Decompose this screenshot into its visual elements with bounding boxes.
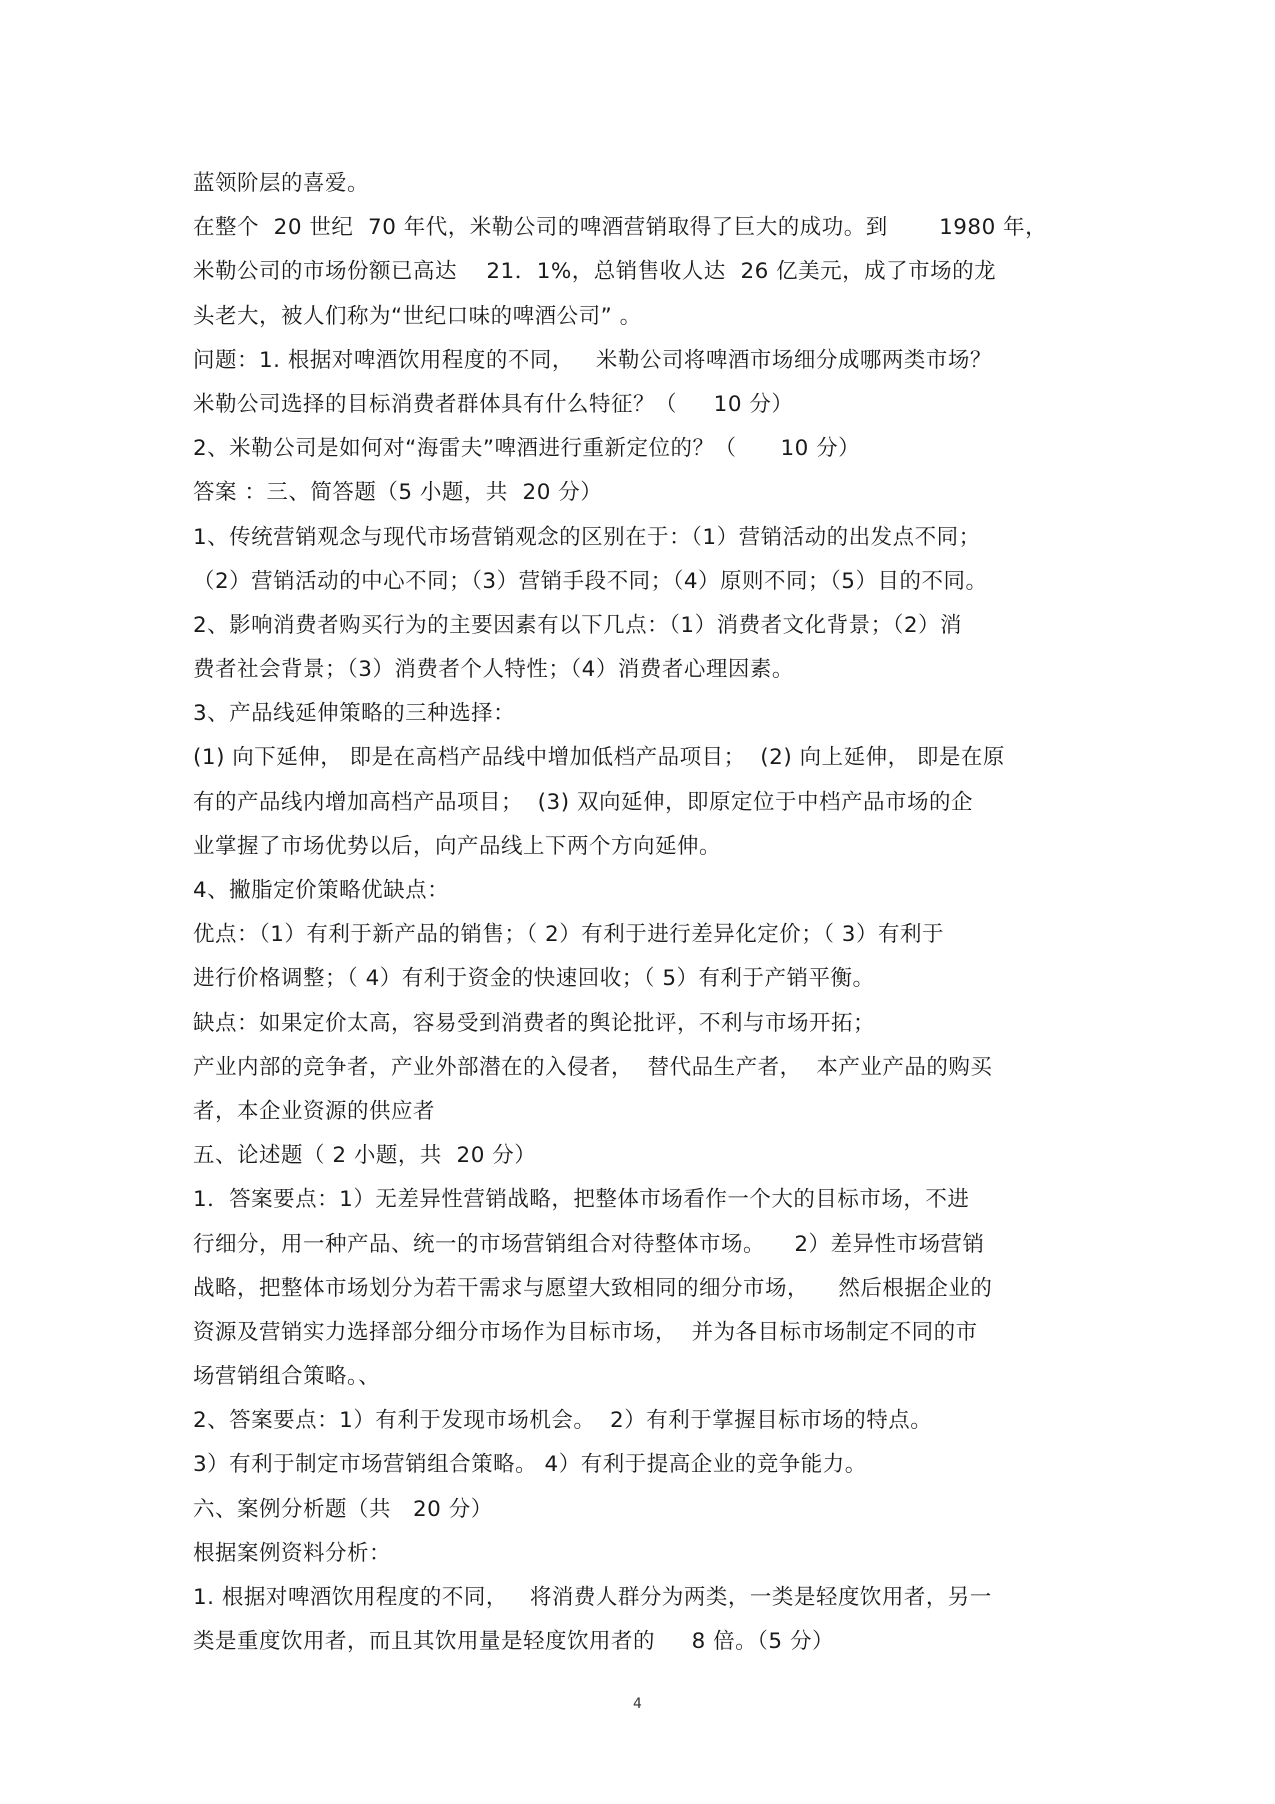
answer-line: 场营销组合策略。、 [193, 1364, 381, 1390]
answer-line: 2、答案要点：1）有利于发现市场机会。 2）有利于掌握目标市场的特点。 [193, 1408, 933, 1434]
answer-line: 1、传统营销观念与现代市场营销观念的区别在于：（1）营销活动的出发点不同； [193, 524, 981, 550]
answer-line: 缺点：如果定价太高，容易受到消费者的舆论批评，不利与市场开拓； [193, 1010, 876, 1036]
question-line: 米勒公司选择的目标消费者群体具有什么特征？（ 10 分） [193, 391, 794, 417]
answer-line: 资源及营销实力选择部分细分市场作为目标市场， 并为各目标市场制定不同的市 [193, 1319, 978, 1345]
answer-line: 进行价格调整；（ 4）有利于资金的快速回收；（ 5）有利于产销平衡。 [193, 966, 875, 992]
answer-line: 行细分，用一种产品、统一的市场营销组合对待整体市场。 2）差异性市场营销 [193, 1231, 985, 1257]
question-line: 问题：1. 根据对啤酒饮用程度的不同， 米勒公司将啤酒市场细分成哪两类市场？ [193, 347, 992, 373]
answer-line: 1. 根据对啤酒饮用程度的不同， 将消费人群分为两类，一类是轻度饮用者，另一 [193, 1585, 992, 1610]
answer-line: 战略，把整体市场划分为若干需求与愿望大致相同的细分市场， 然后根据企业的 [193, 1275, 993, 1301]
answer-line: 有的产品线内增加高档产品项目； (3) 双向延伸，即原定位于中档产品市场的企 [193, 789, 973, 815]
answer-line: 1．答案要点：1）无差异性营销战略，把整体市场看作一个大的目标市场，不进 [193, 1187, 970, 1213]
text-line: 在整个 20 世纪 70 年代，米勒公司的啤酒营销取得了巨大的成功。到 1980 年， [193, 215, 1048, 241]
text-line: 蓝领阶层的喜爱。 [193, 171, 370, 196]
answer-line: (1) 向下延伸， 即是在高档产品线中增加低档产品项目； (2) 向上延伸， 即是在原 [193, 745, 1005, 771]
answer-line: 3、产品线延伸策略的三种选择： [193, 701, 516, 727]
answer-line: （2）营销活动的中心不同；（3）营销手段不同；（4）原则不同；（5）目的不同。 [193, 568, 988, 594]
answer-line: 产业内部的竞争者，产业外部潜在的入侵者， 替代品生产者， 本产业产品的购买 [193, 1054, 993, 1080]
question-line: 2、米勒公司是如何对“海雷夫”啤酒进行重新定位的？（ 10 分） [193, 436, 861, 462]
answer-line: 根据案例资料分析： [193, 1540, 392, 1566]
section-heading: 五、论述题（ 2 小题，共 20 分） [193, 1143, 537, 1169]
answer-line: 类是重度饮用者，而且其饮用量是轻度饮用者的 8 倍。（5 分） [193, 1629, 834, 1655]
answer-line: 费者社会背景；（3）消费者个人特性；（4）消费者心理因素。 [193, 657, 794, 683]
answer-line: 2、影响消费者购买行为的主要因素有以下几点：（1）消费者文化背景；（2）消 [193, 612, 963, 638]
section-heading: 六、案例分析题（共 20 分） [193, 1496, 493, 1522]
answer-line: 业掌握了市场优势以后，向产品线上下两个方向延伸。 [193, 833, 722, 859]
document-body [193, 162, 1093, 1664]
page-number: 4 [633, 1696, 642, 1712]
answer-line: 3）有利于制定市场营销组合策略。 4）有利于提高企业的竞争能力。 [193, 1452, 867, 1478]
section-heading: 答案 ：三、简答题（5 小题，共 20 分） [193, 480, 603, 506]
text-line: 米勒公司的市场份额已高达 21．1%，总销售收人达 26 亿美元，成了市场的龙 [193, 259, 997, 285]
text-line: 头老大，被人们称为“世纪口味的啤酒公司” 。 [193, 303, 642, 329]
answer-line: 优点：（1）有利于新产品的销售；（ 2）有利于进行差异化定价；（ 3）有利于 [193, 922, 944, 948]
answer-line: 者，本企业资源的供应者 [193, 1098, 436, 1124]
answer-line: 4、撇脂定价策略优缺点： [193, 878, 450, 903]
